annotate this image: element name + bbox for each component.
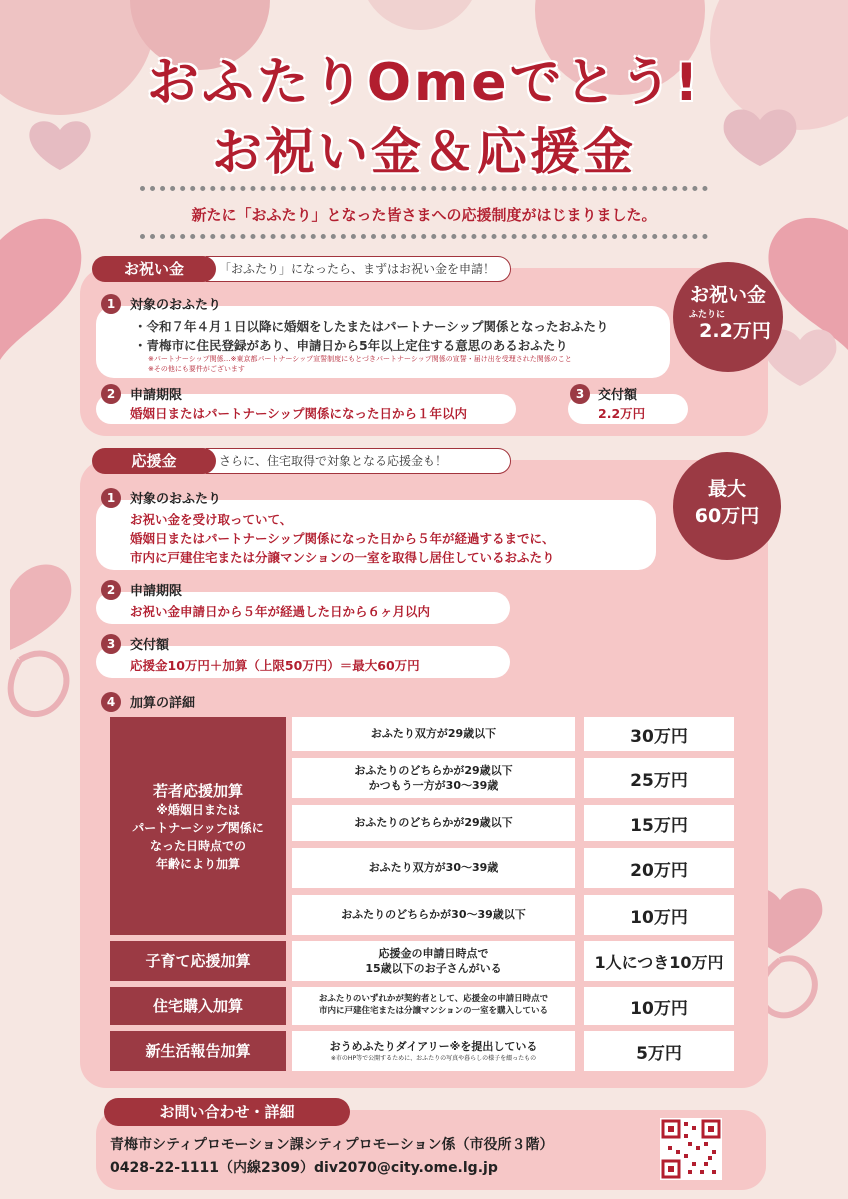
ouen-item2-number: 2 (101, 580, 121, 600)
life-addition-amount: 5万円 (584, 1031, 734, 1071)
oiwai-badge-label: お祝い金 (689, 284, 766, 306)
ouen-badge-line2: 60万円 (694, 505, 760, 527)
young-row-4-amount: 20万円 (584, 848, 734, 888)
life-addition-condition-cell (292, 1031, 575, 1071)
oiwai-item2-title: 申請期限 (130, 388, 183, 403)
house-addition-label: 住宅購入加算 (110, 987, 286, 1025)
young-row-2-condition: おふたりのどちらかが29歳以下 かつもう一方が30～39歳 (292, 758, 575, 798)
house-addition-amount: 10万円 (584, 987, 734, 1025)
ouen-item1-line3: 市内に戸建住宅または分譲マンションの一室を取得し居住しているおふたり (130, 550, 555, 565)
oiwai-badge-prefix: ふたりに (689, 310, 726, 320)
contact-tab: お問い合わせ・詳細 (104, 1098, 350, 1126)
oiwai-item1-line2: ・青梅市に住民登録があり、申請日から5年以上定住する意思のあるおふたり (134, 338, 568, 353)
young-row-2-amount: 25万円 (584, 758, 734, 798)
ouen-item4-number: 4 (101, 692, 121, 712)
ouen-item1-number: 1 (101, 488, 121, 508)
young-row-5-condition: おふたりのどちらかが30～39歳以下 (292, 895, 575, 935)
young-row-5-amount: 10万円 (584, 895, 734, 935)
oiwai-item1-note1: ※パートナーシップ関係…※東京都パートナーシップ宣誓制度にもとづきパートナーシップ関係の宣誓・届け出を受理された関係のこと (148, 355, 572, 363)
ouen-item1-line2: 婚姻日またはパートナーシップ関係になった日から５年が経過するまでに、 (130, 531, 555, 546)
young-addition-title: 若者応援加算 (152, 781, 243, 800)
ouen-item4-title: 加算の詳細 (130, 696, 196, 711)
title-divider-bottom (140, 234, 708, 239)
qr-code-icon[interactable] (660, 1118, 722, 1180)
life-addition-label: 新生活報告加算 (110, 1031, 286, 1071)
ouen-item2-text: お祝い金申請日から５年が経過した日から６ヶ月以内 (130, 604, 431, 619)
young-row-1-condition: おふたり双方が29歳以下 (292, 717, 575, 751)
ouen-tab-note: さらに、住宅取得で対象となる応援金も！ (206, 448, 511, 474)
life-addition-condition: おうめふたりダイアリー※を提出している (329, 1040, 538, 1054)
child-addition-label: 子育て応援加算 (110, 941, 286, 981)
ouen-item1-line1: お祝い金を受け取っていて、 (130, 512, 293, 527)
ouen-item3-number: 3 (101, 634, 121, 654)
young-addition-label (110, 717, 286, 935)
ouen-item1-title: 対象のおふたり (130, 492, 222, 507)
oiwai-item1-number: 1 (101, 294, 121, 314)
ouen-item2-title: 申請期限 (130, 584, 183, 599)
house-addition-condition: おふたりのいずれかが契約者として、応援金の申請日時点で 市内に戸建住宅または分譲マンションの一室を購入している (292, 987, 575, 1025)
life-addition-note: ※市のHP等で公開するために、おふたりの写真や暮らしの様子を綴ったもの (330, 1054, 537, 1062)
child-addition-amount: 1人につき10万円 (584, 941, 734, 981)
oiwai-tab-note: 「おふたり」になったら、まずはお祝い金を申請！ (206, 256, 511, 282)
oiwai-item1-title: 対象のおふたり (130, 298, 222, 313)
oiwai-item3-number: 3 (570, 384, 590, 404)
oiwai-badge-amount: 2.2万円 (699, 320, 771, 342)
title-line1: おふたりOmeでとう! (146, 53, 702, 113)
young-row-3-amount: 15万円 (584, 805, 734, 841)
title-divider-top (140, 186, 708, 191)
child-addition-condition: 応援金の申請日時点で 15歳以下のお子さんがいる (292, 941, 575, 981)
oiwai-item3-text: 2.2万円 (598, 406, 646, 421)
ouen-badge-line1: 最大 (707, 478, 746, 500)
title-line2: お祝い金＆応援金 (212, 123, 636, 181)
ouen-amount-badge (673, 452, 781, 560)
young-row-1-amount: 30万円 (584, 717, 734, 751)
oiwai-item3-title: 交付額 (598, 388, 638, 403)
ouen-tab: 応援金 (92, 448, 216, 474)
oiwai-item1-line1: ・令和７年４月１日以降に婚姻をしたまたはパートナーシップ関係となったおふたり (134, 319, 609, 334)
oiwai-item2-text: 婚姻日またはパートナーシップ関係になった日から１年以内 (130, 406, 468, 421)
contact-line2[interactable]: 0428-22-1111（内線2309）div2070@city.ome.lg.jp (110, 1160, 498, 1176)
oiwai-tab: お祝い金 (92, 256, 216, 282)
contact-line1: 青梅市シティプロモーション課シティプロモーション係（市役所３階） (110, 1137, 554, 1153)
ouen-item3-text: 応援金10万円＋加算（上限50万円）＝最大60万円 (130, 658, 420, 673)
oiwai-item2-number: 2 (101, 384, 121, 404)
young-addition-note: ※婚姻日または パートナーシップ関係に なった日時点での 年齢により加算 (132, 802, 264, 871)
oiwai-amount-badge (673, 262, 783, 372)
young-row-3-condition: おふたりのどちらかが29歳以下 (292, 805, 575, 841)
subtitle: 新たに「おふたり」となった皆さまへの応援制度がはじまりました。 (191, 206, 657, 224)
oiwai-item1-note2: ※その他にも要件がございます (148, 365, 245, 373)
young-row-4-condition: おふたり双方が30～39歳 (292, 848, 575, 888)
ouen-item3-title: 交付額 (130, 638, 170, 653)
